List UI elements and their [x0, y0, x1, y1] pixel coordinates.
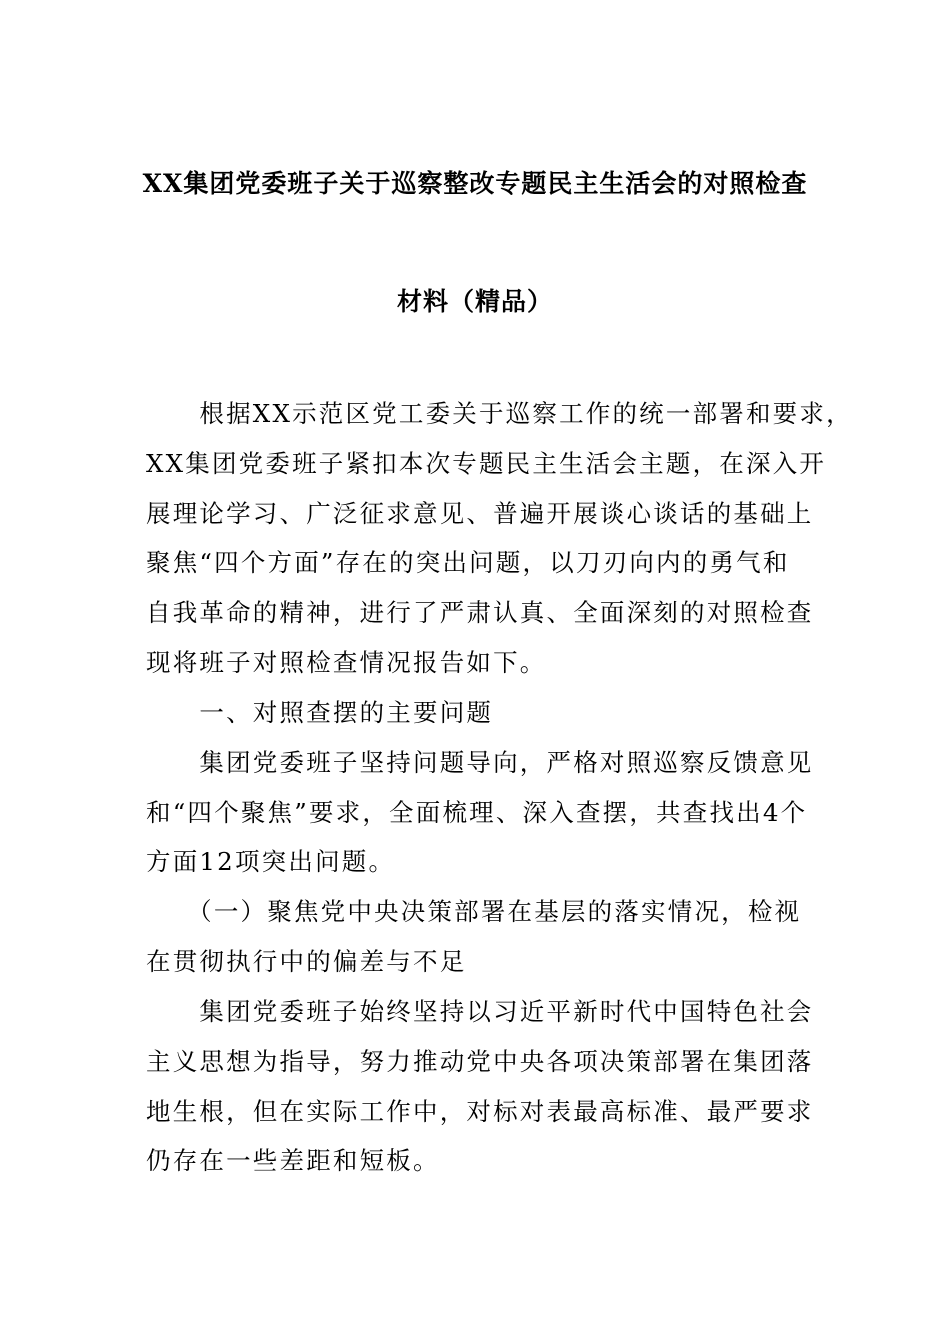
body-line: 展理论学习、广泛征求意见、普遍开展谈心谈话的基础上 [146, 499, 814, 528]
document-title-line-1: XX集团党委班子关于巡察整改专题民主生活会的对照检查 [142, 169, 808, 198]
body-line: XX集团党委班子紧扣本次专题民主生活会主题，在深入开 [146, 449, 827, 478]
body-line: 集团党委班子始终坚持以习近平新时代中国特色社会 [146, 997, 814, 1026]
body-line: 现将班子对照检查情况报告如下。 [146, 648, 547, 677]
body-line: 仍存在一些差距和短板。 [146, 1146, 440, 1175]
subsection-heading: （一）聚焦党中央决策部署在基层的落实情况，检视 [146, 897, 802, 926]
body-line: 自我革命的精神，进行了严肃认真、全面深刻的对照检查 [146, 598, 814, 627]
body-line: 根据XX示范区党工委关于巡察工作的统一部署和要求， [146, 399, 853, 428]
body-line: 和“四个聚焦”要求，全面梳理、深入查摆，共查找出4个 [146, 798, 808, 827]
body-line: 地生根，但在实际工作中，对标对表最高标准、最严要求 [146, 1097, 814, 1126]
body-line: 方面12项突出问题。 [146, 847, 396, 876]
body-line: 聚焦“四个方面”存在的突出问题，以刀刃向内的勇气和 [146, 548, 790, 577]
body-line: 主义思想为指导，努力推动党中央各项决策部署在集团落 [146, 1047, 814, 1076]
document-title-line-2: 材料（精品） [396, 287, 553, 316]
body-line: 集团党委班子坚持问题导向，严格对照巡察反馈意见 [146, 748, 814, 777]
section-heading: 一、对照查摆的主要问题 [146, 698, 494, 727]
subsection-heading: 在贯彻执行中的偏差与不足 [146, 947, 467, 976]
